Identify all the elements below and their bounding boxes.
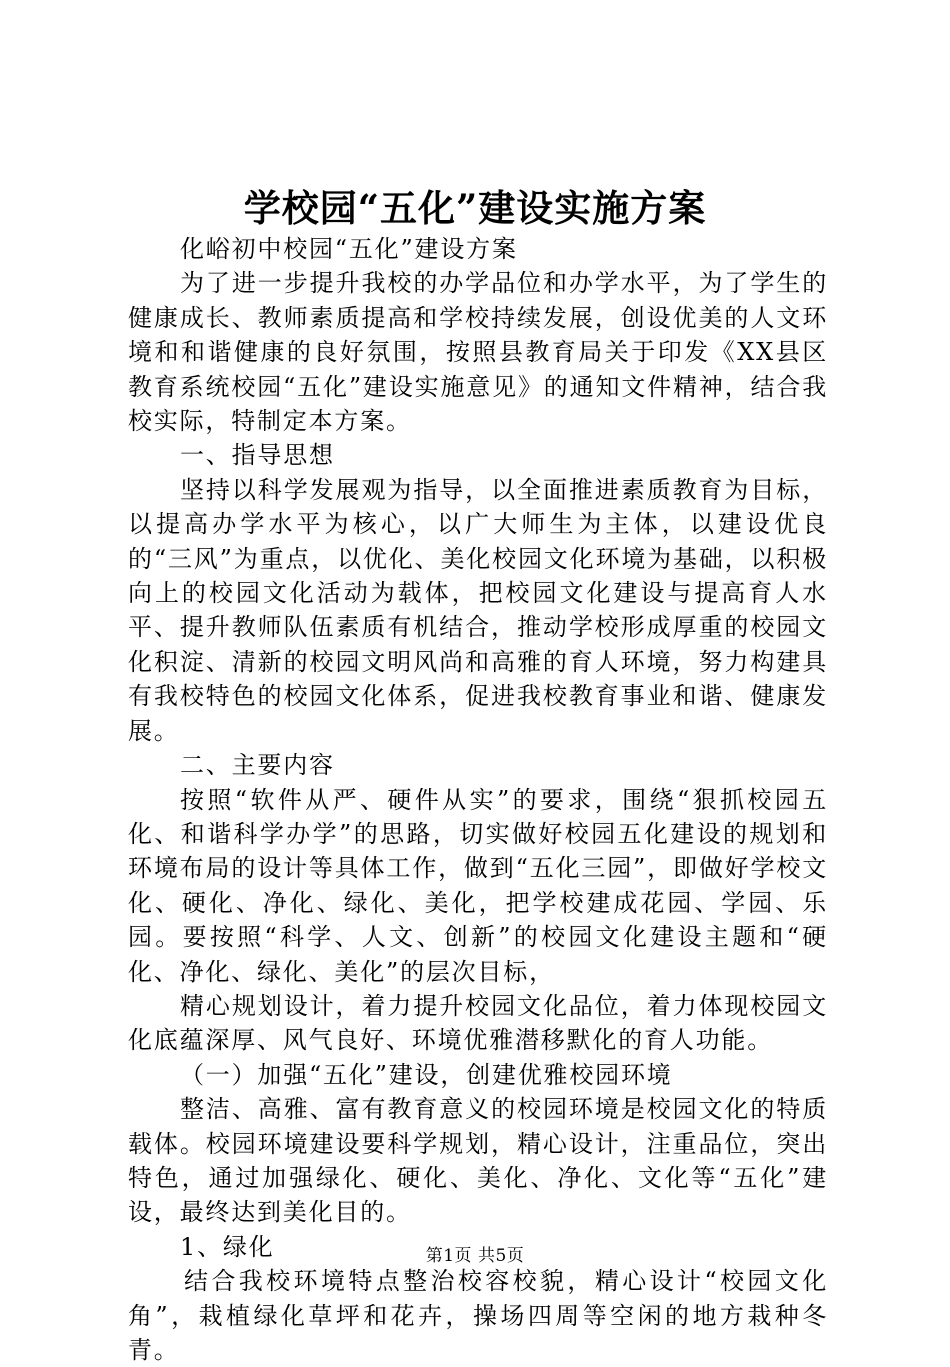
section-heading: 一、指导思想 (180, 441, 335, 470)
body-paragraph: 坚持以科学发展观为指导，以全面推进素质教育为目标，以提高办学水平为核心，以广大师生为主体，以建设优良的“三风”为重点，以优化、美化校园文化环境为基础，以积极向上的校园文化活动为载体，把校园文化建设与提高育人水平、提升教师队伍素质有机结合，推动学校形成厚重的校园文化积淀、清新的校园文明风尚和高雅的育人环境，努力构建具有我校特色的校园文化体系，促进我校教育事业和谐、健康发展。 (128, 475, 828, 745)
body-paragraph: 为了进一步提升我校的办学品位和办学水平，为了学生的健康成长、教师素质提高和学校持续发展，创设优美的人文环境和和谐健康的良好氛围，按照县教育局关于印发《XX县区教育系统校园“五化”建设实施意见》的通知文件精神，结合我校实际，特制定本方案。 (128, 269, 828, 436)
body-paragraph: 精心规划设计，着力提升校园文化品位，着力体现校园文化底蕴深厚、风气良好、环境优雅潜移默化的育人功能。 (128, 991, 828, 1055)
item-heading: 1、绿化 (180, 1232, 275, 1261)
document-body (128, 232, 828, 1367)
subsection-heading: （一）加强“五化”建设，创建优雅校园环境 (180, 1060, 673, 1089)
section-heading: 二、主要内容 (180, 751, 335, 780)
body-paragraph: 按照“软件从严、硬件从实”的要求，围绕“狠抓校园五化、和谐科学办学”的思路，切实做好校园五化建设的规划和环境布局的设计等具体工作，做到“五化三园”，即做好学校文化、硬化、净化、绿化、美化，把学校建成花园、学园、乐园。要按照“科学、人文、创新”的校园文化建设主题和“硬化、净化、绿化、美化”的层次目标， (128, 785, 828, 986)
document-title: 学校园“五化”建设实施方案 (243, 186, 707, 230)
body-paragraph: 整洁、高雅、富有教育意义的校园环境是校园文化的特质载体。校园环境建设要科学规划，精心设计，注重品位，突出特色，通过加强绿化、硬化、美化、净化、文化等“五化”建设，最终达到美化目的。 (128, 1095, 828, 1227)
body-paragraph: 结合我校环境特点整治校容校貌，精心设计“校园文化角”，栽植绿化草坪和花卉，操场四周等空闲的地方栽种冬青。 (128, 1267, 828, 1364)
page-footer: 第1页 共5页 (425, 1246, 525, 1266)
subtitle-paragraph: 化峪初中校园“五化”建设方案 (180, 235, 518, 263)
